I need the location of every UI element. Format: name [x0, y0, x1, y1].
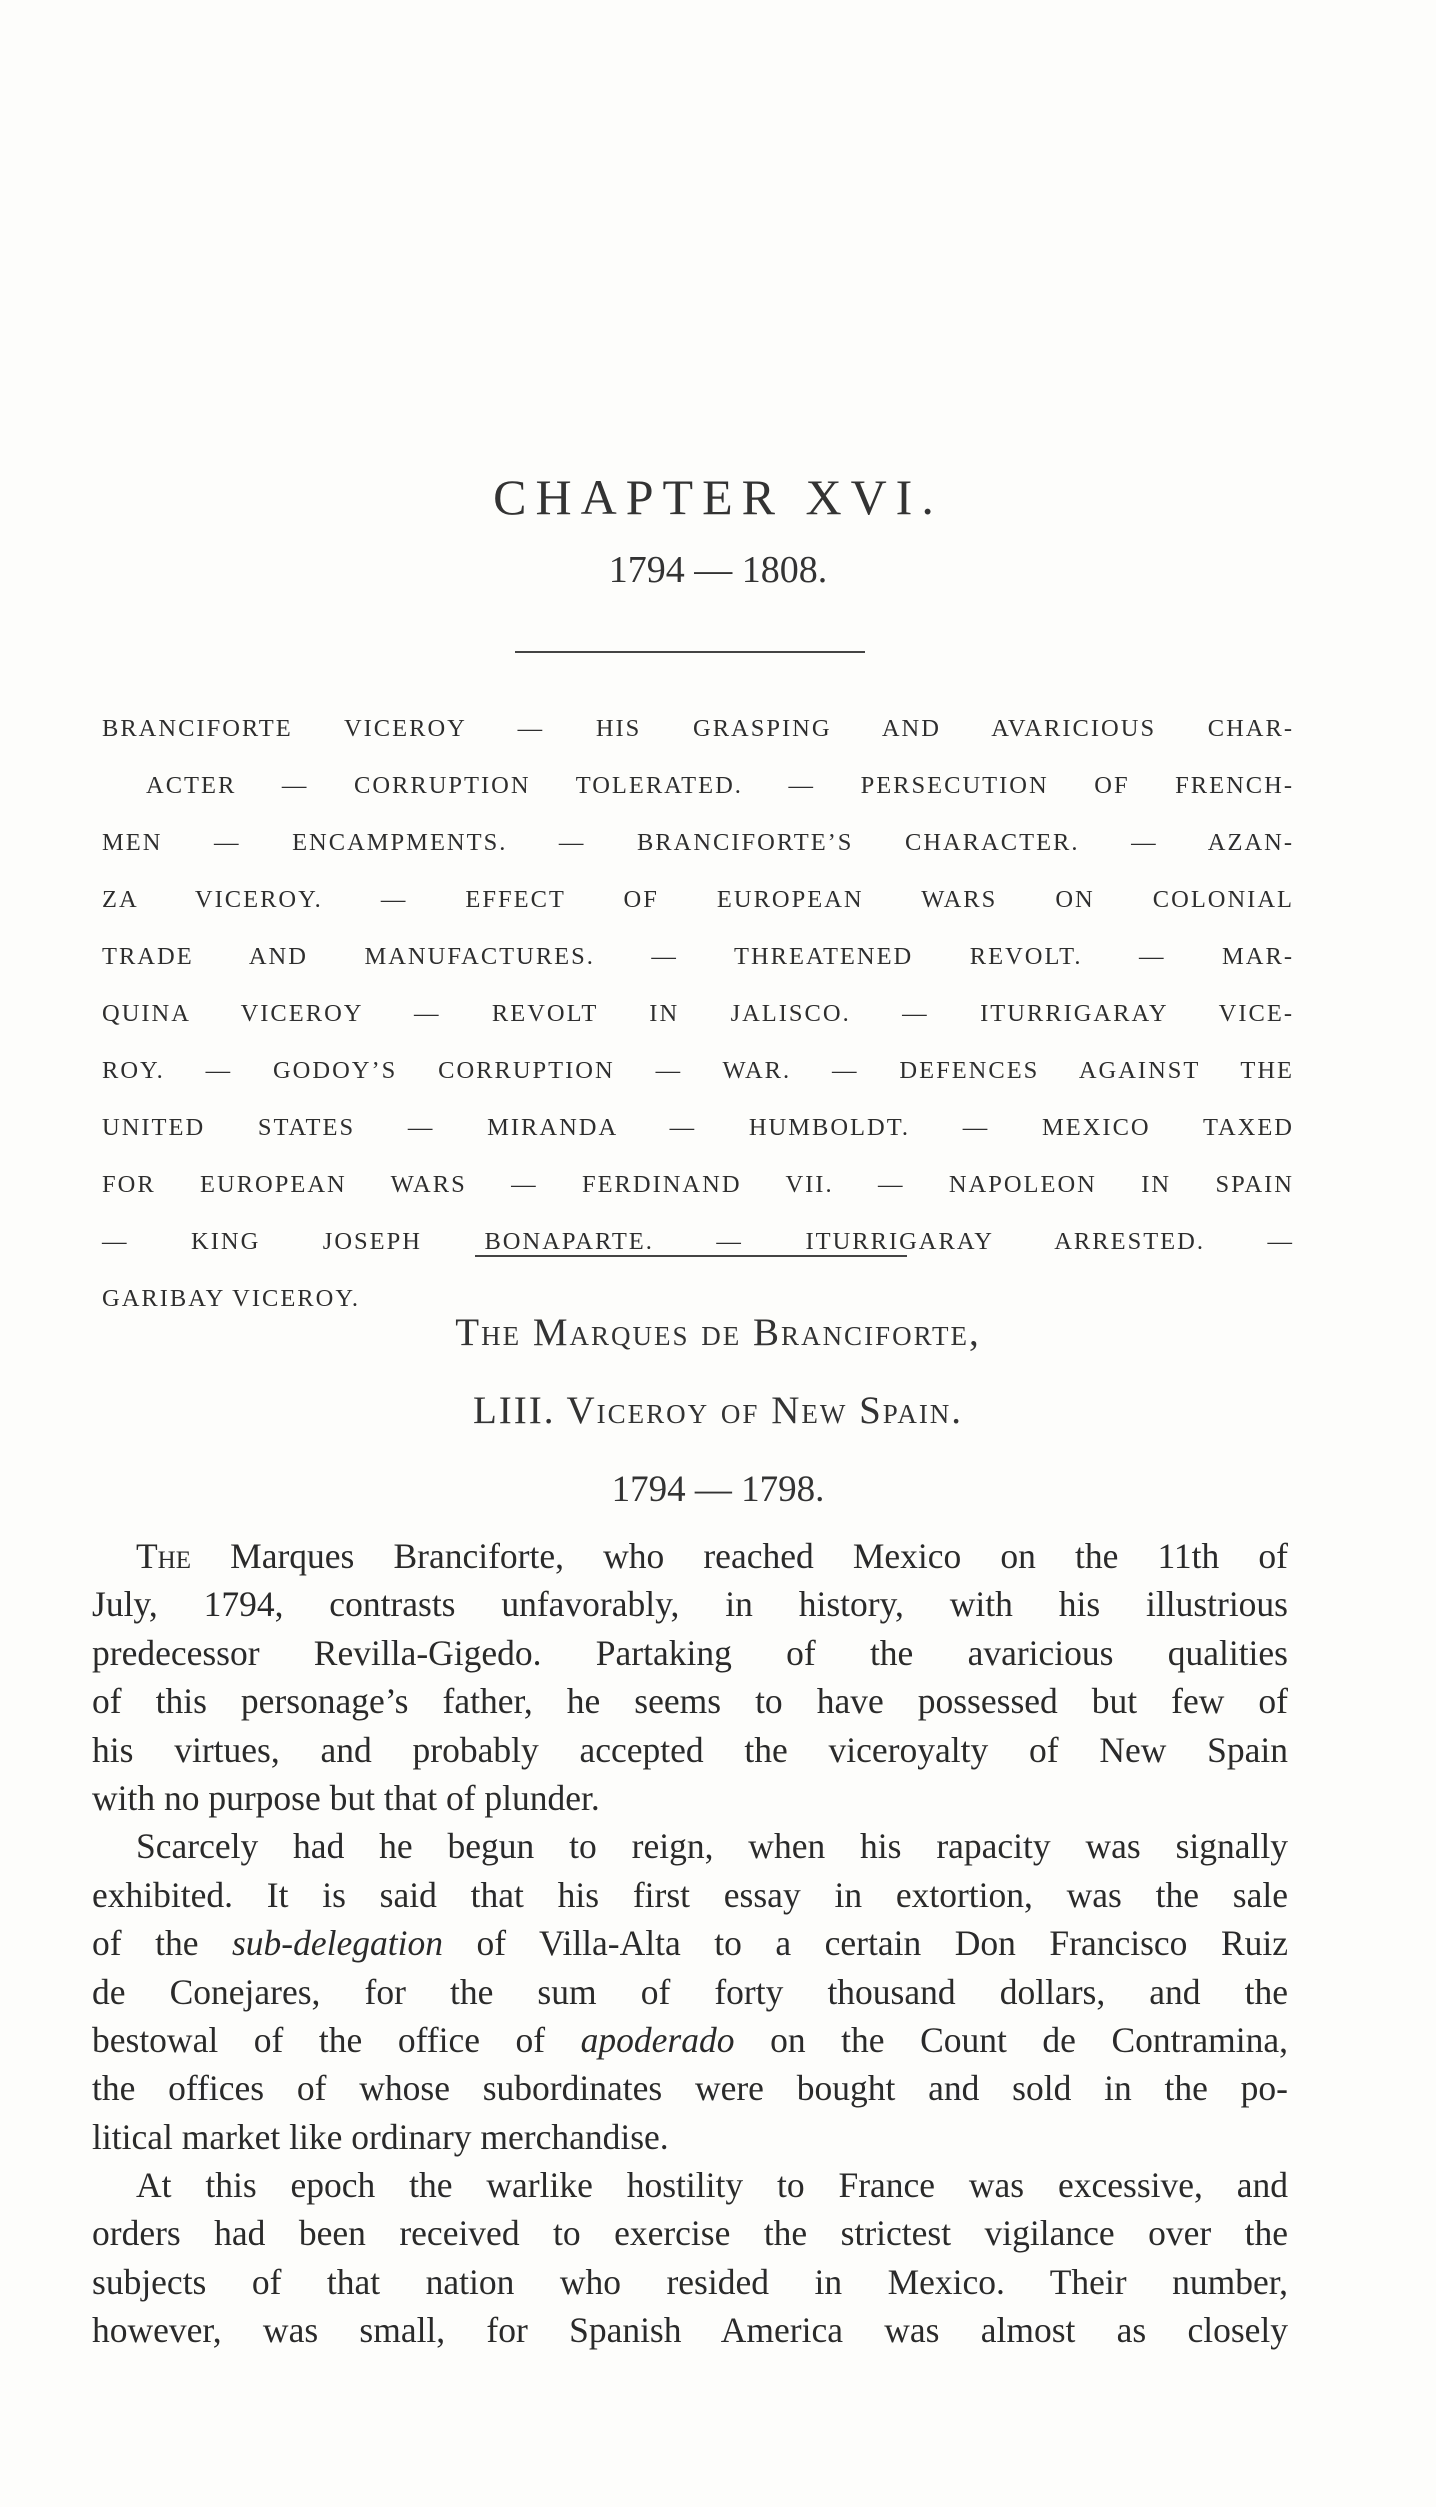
italic-term: apoderado [580, 2019, 735, 2060]
body-line: bestowal of the office of apoderado on the Count de Contramina, [92, 2019, 1288, 2060]
body-line: litical market like ordinary merchandise. [92, 2116, 669, 2157]
body-line: July, 1794, contrasts unfavorably, in history, with his illustrious [92, 1584, 1288, 1625]
italic-term: sub-delegation [231, 1923, 443, 1964]
body-line: of this personage’s father, he seems to have possessed but few of [92, 1681, 1288, 1722]
summary-line: ZA VICEROY. — EFFECT OF EUROPEAN WARS ON COLONIAL [102, 886, 1294, 913]
body-line: The Marques Branciforte, who reached Mexico on the 11th of [136, 1536, 1288, 1576]
chapter-years: 1794 — 1808. [608, 549, 828, 591]
body-line: Scarcely had he begun to reign, when his rapacity was signally [136, 1826, 1288, 1867]
summary-line: BRANCIFORTE VICEROY — HIS GRASPING AND AVARICIOUS CHAR- [102, 715, 1294, 742]
body-line: predecessor Revilla-Gigedo. Partaking of the avaricious qualities [92, 1632, 1288, 1673]
body-line: de Conejares, for the sum of forty thousand dollars, and the [92, 1971, 1288, 2012]
summary-line: TRADE AND MANUFACTURES. — THREATENED REVOLT. — MAR- [102, 943, 1294, 970]
body-line: his virtues, and probably accepted the viceroyalty of New Spain [92, 1729, 1288, 1770]
lead-word: The [136, 1536, 192, 1576]
summary-line: ROY. — GODOY’S CORRUPTION — WAR. — DEFENCES AGAINST THE [102, 1057, 1294, 1084]
section-title: The Marques de Branciforte, [455, 1311, 981, 1354]
chapter-summary [102, 700, 1294, 1327]
body-line: orders had been received to exercise the strictest vigilance over the [92, 2213, 1288, 2254]
summary-line: MEN — ENCAMPMENTS. — BRANCIFORTE’S CHARACTER. — AZAN- [102, 829, 1294, 856]
body-line: At this epoch the warlike hostility to France was excessive, and [136, 2165, 1288, 2206]
section-subtitle: LIII. Viceroy of New Spain. [472, 1389, 964, 1432]
chapter-title: CHAPTER XVI. [493, 469, 943, 525]
summary-line: ACTER — CORRUPTION TOLERATED. — PERSECUTION OF FRENCH- [146, 772, 1294, 799]
body-line: exhibited. It is said that his first essay in extortion, was the sale [92, 1874, 1288, 1915]
body-text [92, 1532, 1288, 2355]
body-line: however, was small, for Spanish America was almost as closely [92, 2310, 1288, 2351]
summary-line: FOR EUROPEAN WARS — FERDINAND VII. — NAPOLEON IN SPAIN [102, 1171, 1294, 1198]
summary-line: — KING JOSEPH BONAPARTE. — ITURRIGARAY ARRESTED. — [102, 1228, 1294, 1255]
body-line: subjects of that nation who resided in Mexico. Their number, [92, 2261, 1288, 2302]
body-line: of the sub-delegation of Villa-Alta to a certain Don Francisco Ruiz [92, 1923, 1288, 1964]
divider-rule-top [515, 651, 865, 653]
section-years: 1794 — 1798. [611, 1469, 825, 1510]
summary-line: QUINA VICEROY — REVOLT IN JALISCO. — ITURRIGARAY VICE- [102, 1000, 1294, 1027]
summary-line: UNITED STATES — MIRANDA — HUMBOLDT. — MEXICO TAXED [102, 1114, 1294, 1141]
divider-rule-bottom [475, 1255, 907, 1257]
body-line: with no purpose but that of plunder. [92, 1777, 600, 1818]
body-line: the offices of whose subordinates were bought and sold in the po- [92, 2068, 1288, 2109]
summary-line: GARIBAY VICEROY. [102, 1285, 360, 1312]
